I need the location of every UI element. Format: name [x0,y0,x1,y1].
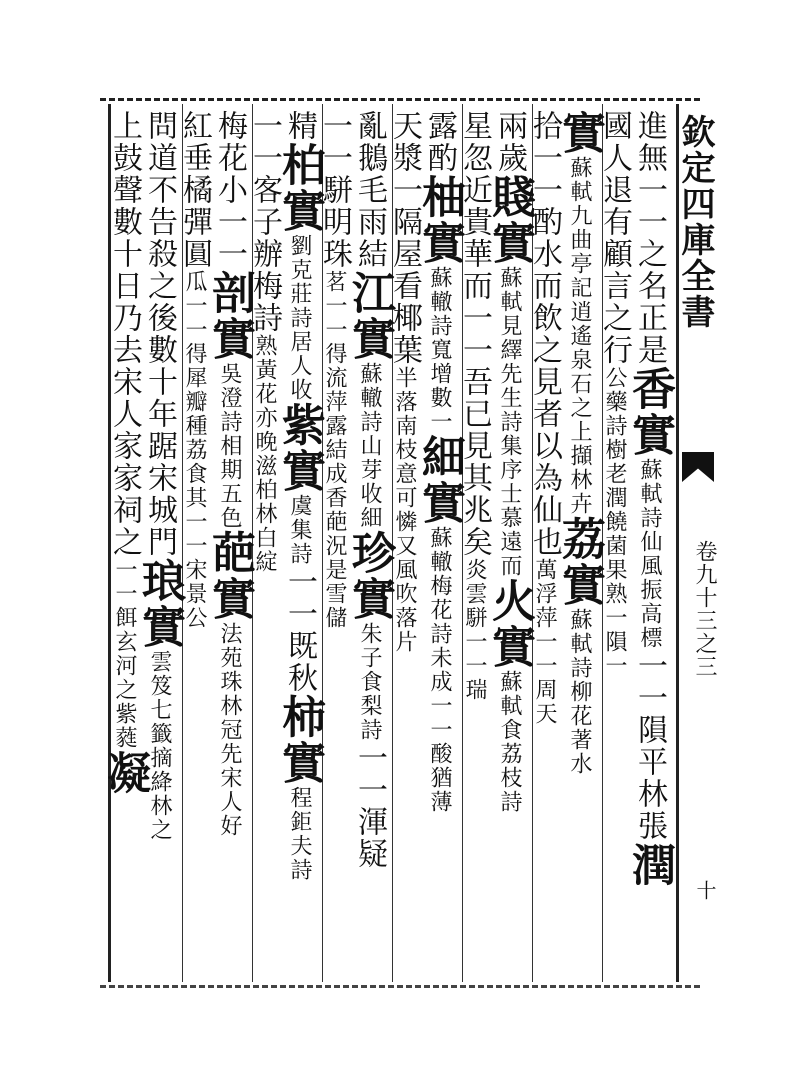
headword: 柿 [274,694,325,740]
annotation-text: 蘇轍詩寬增數一 [427,266,452,434]
annotation-text: 萬浮萍一一周天 [532,558,557,726]
text-column [527,110,567,980]
body-text: 一一隕平林張 [632,650,667,842]
headword: 實 [554,562,605,608]
annotation-text: 蘇軾九曲亭記逍遙泉石之上擷林卉 [567,156,592,516]
annotation-text: 蘇軾詩柳花著水 [567,608,592,776]
body-text: 一一渾疑 [352,742,387,870]
text-column [624,110,675,980]
headword: 香 [624,366,675,412]
body-text: 忽近貴華而一一吾已見其兆矣 [457,142,492,558]
annotation-text: 茗一一得流萍 [322,270,347,414]
headword: 實 [484,220,535,266]
annotation-text: 法苑珠林冠先宋人好 [217,622,242,838]
column-divider [322,104,323,982]
margin-strip [675,100,720,980]
text-column [204,110,255,980]
body-text: 進無 [632,110,667,174]
text-column [414,110,465,980]
body-text: 兩歲 [492,110,527,174]
headword: 實 [484,624,535,670]
volume-label: 卷九十三之三 [692,540,717,678]
body-text: 拾 [527,110,562,142]
collection-title: 欽定四庫全書 [675,114,715,330]
top-dashed-rule [100,98,700,101]
annotation-text: 炎雲駢一一瑞 [462,558,487,702]
headword: 琅 [134,558,185,604]
headword: 珍 [344,530,395,576]
body-text: 國人退有顧言之行 [597,110,632,366]
annotation-text: 雲笈七籤摘絳林之 [147,650,172,842]
annotation-text: 柏林白綻 [252,478,277,574]
headword: 實 [274,188,325,234]
headword: 實 [414,220,465,266]
body-text: 上鼓聲數十日乃去宋人家家祠之 [107,110,142,558]
headword: 剖 [204,270,255,316]
body-text: 一一既秋 [282,566,317,694]
text-column [99,110,150,980]
headword: 實 [624,412,675,458]
headword: 實 [554,110,605,156]
annotation-text: 瓜一一得犀瓣 [182,270,207,414]
text-column [134,110,185,980]
headword: 實 [344,576,395,622]
text-column [554,110,605,980]
annotation-text: 劉克莊詩居人收 [287,234,312,402]
text-column [457,110,497,980]
headword: 實 [274,448,325,494]
headword: 實 [204,576,255,622]
body-text: 一一客子辦梅詩 [247,110,282,334]
headword: 柏 [274,142,325,188]
text-column [597,110,637,980]
annotation-text: 露結成香葩況是雪儲 [322,414,347,630]
body-text: 天漿 [387,110,422,174]
annotation-text: 朱子食梨詩 [357,622,382,742]
text-column [274,110,325,980]
text-column [387,110,427,980]
annotation-text: 一一餌玄河之紫蕤 [112,558,137,750]
headword: 葩 [204,530,255,576]
headword: 凝 [99,750,150,796]
page-number: 十 [693,880,717,900]
text-column [484,110,535,980]
headword: 火 [484,578,535,624]
body-text: 星 [457,110,492,142]
annotation-text: 公藥詩樹老潤饒菌果熟一隕一 [602,366,627,678]
headword: 柚 [414,174,465,220]
body-text: 精 [282,110,317,142]
body-text: 問道不告殺之後數十年踞宋城門 [142,110,177,558]
annotation-text: 虞集詩 [287,494,312,566]
text-column [317,110,357,980]
column-divider [182,104,183,982]
annotation-text: 熟黃花亦晚滋 [252,334,277,478]
body-text: 露酌 [422,110,457,174]
body-text: 一隔屋看椰葉 [387,174,422,366]
headword: 實 [134,604,185,650]
text-column [344,110,395,980]
fish-tail-mark-icon [682,452,714,482]
annotation-text: 半落南枝意可憐又風吹落片 [392,366,417,654]
headword: 賤 [484,174,535,220]
headword: 實 [344,316,395,362]
body-text: 亂鵝毛雨結 [352,110,387,270]
text-column [247,110,287,980]
annotation-text: 種荔食其一一宋景公 [182,414,207,630]
annotation-text: 蘇軾見繹先生詩集序士慕遠而 [497,266,522,578]
headword: 細 [414,434,465,480]
headword: 紫 [274,402,325,448]
body-text: 一一之名正是 [632,174,667,366]
annotation-text: 蘇轍梅花詩未成一一酸猶薄 [427,526,452,814]
text-column [177,110,217,980]
headword: 實 [414,480,465,526]
annotation-text: 蘇轍詩山芽收細 [357,362,382,530]
headword: 實 [204,316,255,362]
body-text: 梅花小一一 [212,110,247,270]
headword: 江 [344,270,395,316]
annotation-text: 程鉅夫詩 [287,786,312,882]
headword: 潤 [624,842,675,888]
body-text: 一一酌水而飲之見者以為仙也 [527,142,562,558]
annotation-text: 蘇軾詩仙風振高標 [637,458,662,650]
annotation-text: 吳澄詩相期五色 [217,362,242,530]
body-text: 一一駢明珠 [317,110,352,270]
headword: 實 [274,740,325,786]
annotation-text: 蘇軾食荔枝詩 [497,670,522,814]
body-text: 紅垂橘彈圓 [177,110,212,270]
bottom-dashed-rule [100,985,700,988]
headword: 荔 [554,516,605,562]
